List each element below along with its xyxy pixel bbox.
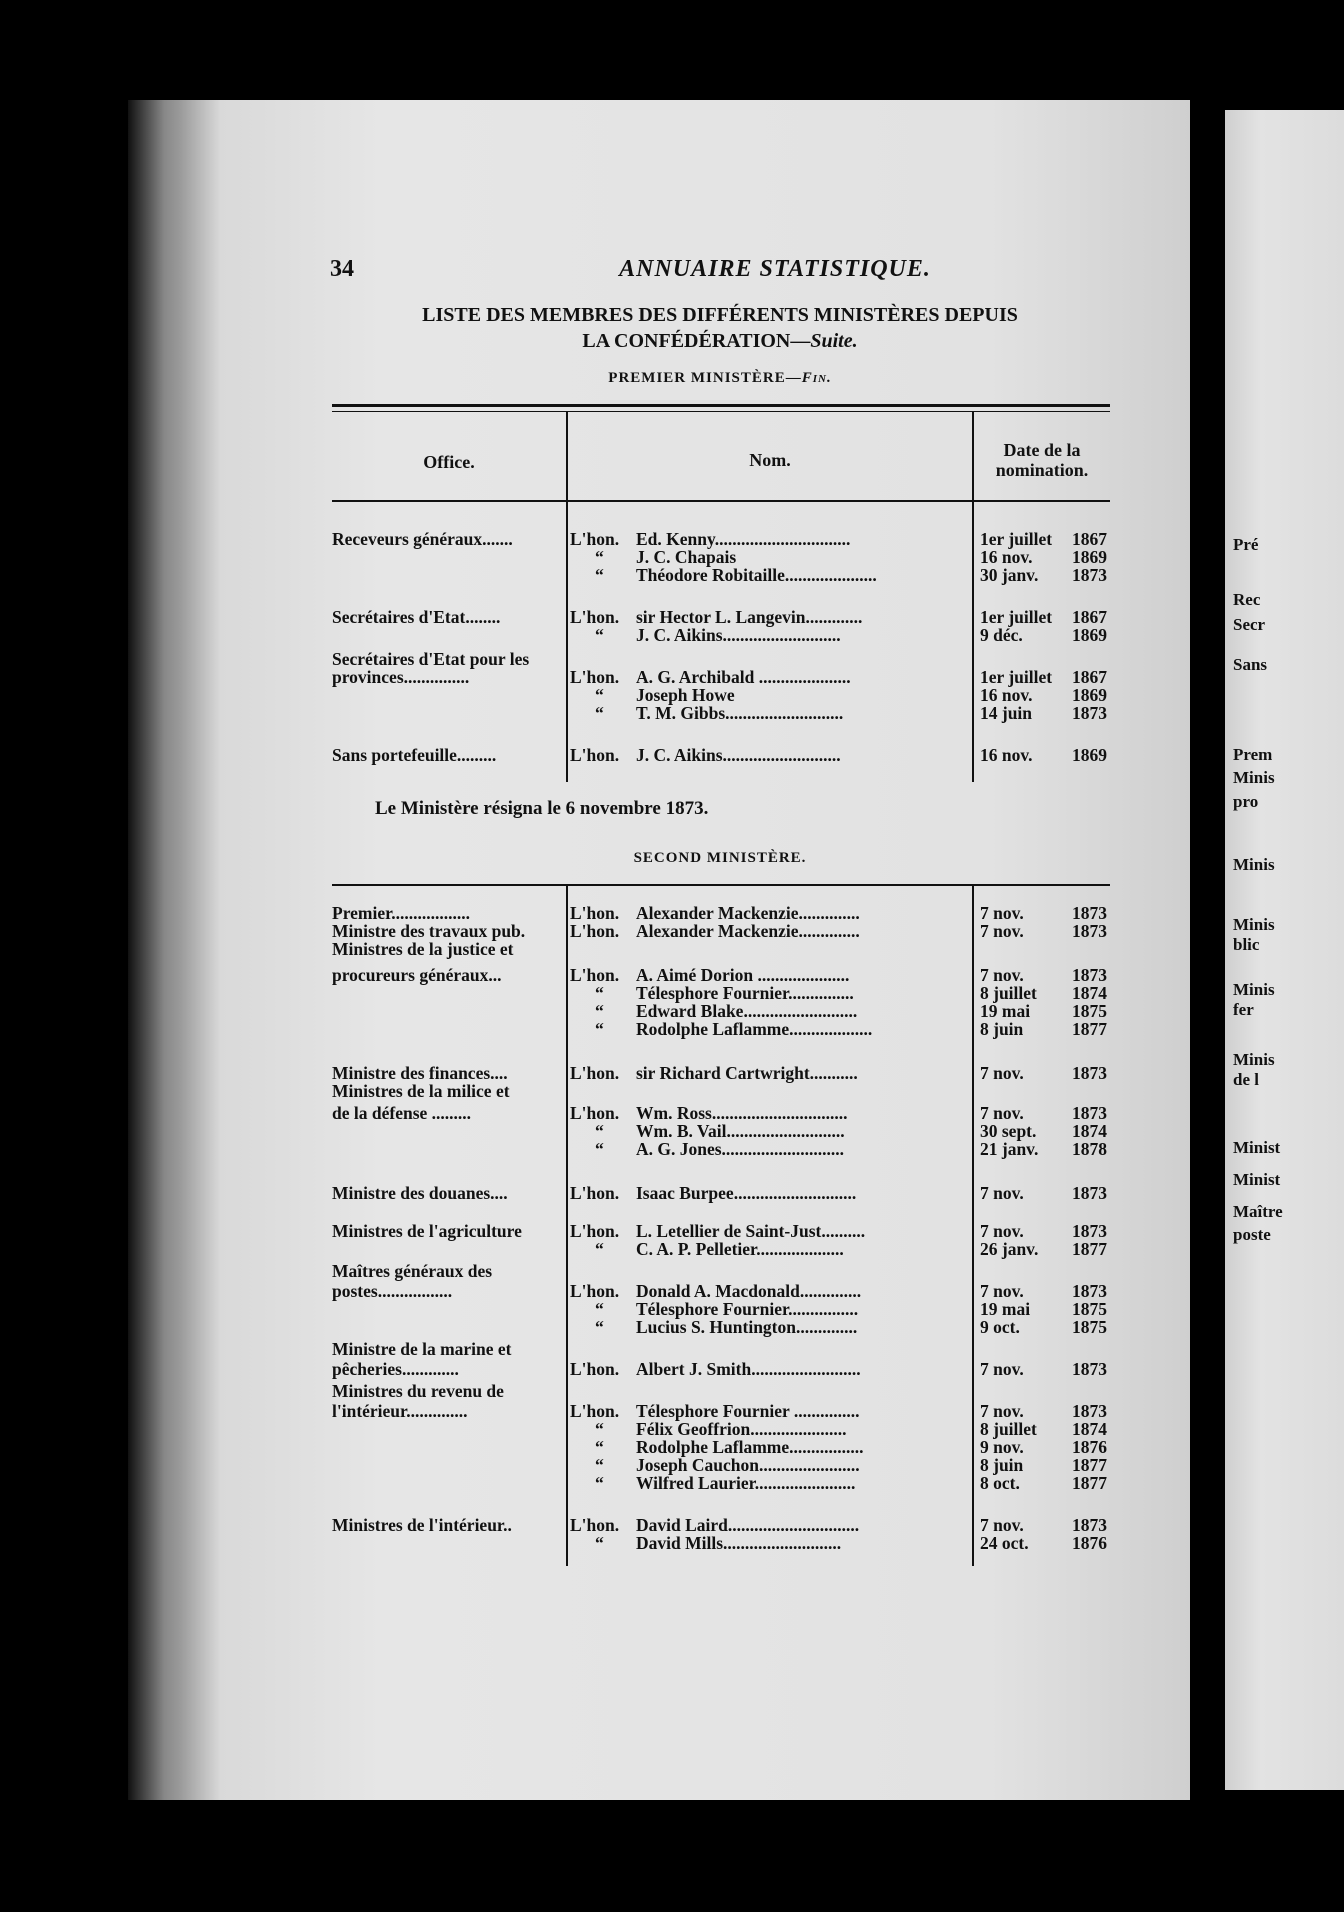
cell-year: 1867 <box>1072 529 1107 549</box>
cell-date: 19 mai <box>980 1299 1031 1319</box>
cell-hon: L'hon. <box>570 1063 620 1083</box>
table-row <box>330 1240 1110 1259</box>
cell-name: Télesphore Fournier................ <box>636 1299 859 1319</box>
cell-hon: L'hon. <box>570 745 620 765</box>
facing-page-fragment: Rec <box>1233 590 1261 609</box>
cell-date: 30 janv. <box>980 565 1039 585</box>
cell-name: A. Aimé Dorion ..................... <box>636 965 850 985</box>
cell-year: 1873 <box>1072 1221 1107 1241</box>
table-row <box>330 1082 1110 1101</box>
cell-name: Alexander Mackenzie.............. <box>636 921 860 941</box>
cell-year: 1873 <box>1072 1063 1107 1083</box>
cell-hon: “ <box>595 685 604 705</box>
page-number: 34 <box>330 256 354 282</box>
cell-hon: “ <box>595 1139 604 1159</box>
cell-date: 26 janv. <box>980 1239 1039 1259</box>
facing-page-fragment: pro <box>1233 792 1259 811</box>
facing-page <box>1225 110 1344 1790</box>
cell-year: 1874 <box>1072 1121 1107 1141</box>
cell-year: 1869 <box>1072 685 1107 705</box>
facing-page-fragment: Minis <box>1233 915 1275 934</box>
cell-office: Ministres de l'agriculture <box>332 1221 522 1241</box>
cell-hon: L'hon. <box>570 667 620 687</box>
table-row <box>330 1340 1110 1359</box>
facing-page-fragment: Minist <box>1233 1170 1281 1189</box>
table-row <box>330 746 1110 765</box>
cell-hon: L'hon. <box>570 1221 620 1241</box>
cell-hon: “ <box>595 1019 604 1039</box>
cell-year: 1873 <box>1072 703 1107 723</box>
col-header-office: Office. <box>423 452 475 472</box>
cell-name: T. M. Gibbs........................... <box>636 703 844 723</box>
cell-office: Sans portefeuille......... <box>332 745 497 765</box>
cell-date: 7 nov. <box>980 1183 1024 1203</box>
cell-office: provinces............... <box>332 667 470 687</box>
cell-year: 1875 <box>1072 1001 1107 1021</box>
cell-year: 1873 <box>1072 1401 1107 1421</box>
cell-hon: L'hon. <box>570 607 620 627</box>
cell-date: 8 juin <box>980 1455 1024 1475</box>
cell-office: de la défense ......... <box>332 1103 472 1123</box>
cell-hon: L'hon. <box>570 1183 620 1203</box>
facing-page-fragment: Maître <box>1233 1202 1283 1221</box>
resignation-note: Le Ministère résigna le 6 novembre 1873. <box>375 798 709 819</box>
cell-name: Télesphore Fournier............... <box>636 983 854 1003</box>
cell-name: David Mills........................... <box>636 1533 842 1553</box>
cell-office: postes................. <box>332 1281 453 1301</box>
cell-name: Edward Blake.......................... <box>636 1001 858 1021</box>
cell-date: 7 nov. <box>980 1281 1024 1301</box>
cell-date: 8 juillet <box>980 983 1037 1003</box>
title-line-2: LA CONFÉDÉRATION—Suite. <box>582 330 858 352</box>
cell-year: 1873 <box>1072 1359 1107 1379</box>
cell-date: 1er juillet <box>980 529 1053 549</box>
cell-name: Donald A. Macdonald.............. <box>636 1281 862 1301</box>
cell-year: 1873 <box>1072 1515 1107 1535</box>
cell-name: Joseph Cauchon....................... <box>636 1455 860 1475</box>
cell-date: 16 nov. <box>980 547 1033 567</box>
cell-name: Ed. Kenny............................... <box>636 529 851 549</box>
cell-year: 1867 <box>1072 607 1107 627</box>
cell-hon: “ <box>595 983 604 1003</box>
cell-date: 8 juillet <box>980 1419 1037 1439</box>
cell-hon: “ <box>595 565 604 585</box>
cell-hon: “ <box>595 1317 604 1337</box>
col-header-nom: Nom. <box>749 450 791 470</box>
facing-page-fragment: Secr <box>1233 615 1266 634</box>
cell-year: 1869 <box>1072 625 1107 645</box>
cell-office: l'intérieur.............. <box>332 1401 468 1421</box>
cell-office: pêcheries............. <box>332 1359 459 1379</box>
running-title: ANNUAIRE STATISTIQUE. <box>619 256 931 282</box>
table-row <box>330 1534 1110 1553</box>
section-heading-premier: PREMIER MINISTÈRE—Fin. <box>608 370 832 386</box>
cell-hon: “ <box>595 1299 604 1319</box>
facing-page-fragment: Prem <box>1233 745 1273 764</box>
cell-hon: “ <box>595 547 604 567</box>
cell-name: David Laird.............................. <box>636 1515 860 1535</box>
table-row <box>330 704 1110 723</box>
cell-date: 7 nov. <box>980 1401 1024 1421</box>
title-line-1: LISTE DES MEMBRES DES DIFFÉRENTS MINISTÈRES DEPUIS <box>422 304 1018 326</box>
cell-office: Ministres de l'intérieur.. <box>332 1515 512 1535</box>
cell-date: 8 oct. <box>980 1473 1020 1493</box>
running-head <box>330 256 1220 282</box>
cell-hon: L'hon. <box>570 1515 620 1535</box>
facing-page-fragment: Minis <box>1233 855 1275 874</box>
cell-name: J. C. Aikins........................... <box>636 745 841 765</box>
cell-hon: L'hon. <box>570 1359 620 1379</box>
cell-hon: L'hon. <box>570 1281 620 1301</box>
facing-page-fragment: poste <box>1233 1225 1271 1244</box>
document-title <box>330 302 1110 354</box>
cell-date: 19 mai <box>980 1001 1031 1021</box>
cell-name: Théodore Robitaille..................... <box>636 565 877 585</box>
cell-office: Secrétaires d'Etat pour les <box>332 649 530 669</box>
cell-year: 1877 <box>1072 1019 1107 1039</box>
cell-office: procureurs généraux... <box>332 965 502 985</box>
cell-name: L. Letellier de Saint-Just.......... <box>636 1221 866 1241</box>
cell-year: 1873 <box>1072 965 1107 985</box>
cell-date: 7 nov. <box>980 1515 1024 1535</box>
cell-office: Ministres du revenu de <box>332 1381 504 1401</box>
table-row <box>330 940 1110 959</box>
cell-date: 14 juin <box>980 703 1033 723</box>
cell-office: Receveurs généraux....... <box>332 529 513 549</box>
cell-name: Rodolphe Laflamme................. <box>636 1437 864 1457</box>
cell-name: Joseph Howe <box>636 685 735 705</box>
cell-year: 1873 <box>1072 1183 1107 1203</box>
cell-date: 7 nov. <box>980 903 1024 923</box>
table-row <box>330 1382 1110 1401</box>
facing-page-fragment: blic <box>1233 935 1260 954</box>
facing-page-fragment: Sans <box>1233 655 1268 674</box>
cell-hon: “ <box>595 1419 604 1439</box>
cell-date: 7 nov. <box>980 1063 1024 1083</box>
facing-page-fragment: de l <box>1233 1070 1259 1089</box>
cell-name: Isaac Burpee............................ <box>636 1183 857 1203</box>
cell-name: C. A. P. Pelletier.................... <box>636 1239 844 1259</box>
cell-hon: L'hon. <box>570 1401 620 1421</box>
cell-name: sir Richard Cartwright........... <box>636 1063 858 1083</box>
cell-hon: “ <box>595 1239 604 1259</box>
cell-name: Lucius S. Huntington.............. <box>636 1317 858 1337</box>
facing-page-fragment: Minist <box>1233 1138 1281 1157</box>
cell-office: Ministre des finances.... <box>332 1063 508 1083</box>
cell-date: 16 nov. <box>980 745 1033 765</box>
cell-date: 9 déc. <box>980 625 1023 645</box>
cell-date: 21 janv. <box>980 1139 1039 1159</box>
cell-year: 1874 <box>1072 983 1107 1003</box>
cell-hon: “ <box>595 703 604 723</box>
table-top-rule <box>332 404 1110 407</box>
cell-date: 7 nov. <box>980 1359 1024 1379</box>
cell-name: J. C. Chapais <box>636 547 737 567</box>
cell-name: Albert J. Smith......................... <box>636 1359 861 1379</box>
cell-year: 1873 <box>1072 565 1107 585</box>
facing-page-fragment: Minis <box>1233 980 1275 999</box>
cell-year: 1873 <box>1072 921 1107 941</box>
cell-hon: L'hon. <box>570 1103 620 1123</box>
cell-year: 1869 <box>1072 745 1107 765</box>
cell-name: J. C. Aikins........................... <box>636 625 841 645</box>
cell-hon: L'hon. <box>570 965 620 985</box>
cell-name: Rodolphe Laflamme................... <box>636 1019 873 1039</box>
col-header-date: Date de la nomination. <box>995 440 1089 480</box>
cell-name: Télesphore Fournier ............... <box>636 1401 860 1421</box>
cell-office: Ministre des travaux pub. <box>332 921 526 941</box>
cell-hon: “ <box>595 1455 604 1475</box>
table-row <box>330 1262 1110 1281</box>
cell-date: 9 nov. <box>980 1437 1024 1457</box>
cell-hon: “ <box>595 1001 604 1021</box>
cell-hon: L'hon. <box>570 903 620 923</box>
table-row <box>330 1020 1110 1039</box>
cell-hon: L'hon. <box>570 529 620 549</box>
cell-office: Premier.................. <box>332 903 471 923</box>
table-row <box>330 1140 1110 1159</box>
cell-office: Secrétaires d'Etat........ <box>332 607 501 627</box>
cell-year: 1874 <box>1072 1419 1107 1439</box>
cell-hon: “ <box>595 1121 604 1141</box>
cell-year: 1875 <box>1072 1317 1107 1337</box>
cell-year: 1869 <box>1072 547 1107 567</box>
cell-date: 7 nov. <box>980 1221 1024 1241</box>
section-heading-second: SECOND MINISTÈRE. <box>633 850 807 866</box>
cell-hon: “ <box>595 1473 604 1493</box>
cell-date: 1er juillet <box>980 607 1053 627</box>
cell-date: 7 nov. <box>980 1103 1024 1123</box>
cell-year: 1873 <box>1072 1103 1107 1123</box>
facing-page-fragment: fer <box>1233 1000 1254 1019</box>
facing-page-fragment: Minis <box>1233 768 1275 787</box>
cell-year: 1877 <box>1072 1473 1107 1493</box>
cell-hon: L'hon. <box>570 921 620 941</box>
cell-hon: “ <box>595 1437 604 1457</box>
cell-name: Wm. B. Vail........................... <box>636 1121 845 1141</box>
cell-name: Alexander Mackenzie.............. <box>636 903 860 923</box>
cell-date: 9 oct. <box>980 1317 1020 1337</box>
table-row <box>330 1360 1110 1379</box>
cell-office: Ministres de la justice et <box>332 939 514 959</box>
table-row <box>330 1184 1110 1203</box>
table-top-rule-thin <box>332 411 1110 412</box>
cell-date: 1er juillet <box>980 667 1053 687</box>
book-spine <box>128 100 180 1800</box>
cell-year: 1867 <box>1072 667 1107 687</box>
header-bottom-rule <box>332 500 1110 502</box>
cell-date: 7 nov. <box>980 921 1024 941</box>
cell-office: Maîtres généraux des <box>332 1261 493 1281</box>
cell-hon: “ <box>595 1533 604 1553</box>
cell-date: 16 nov. <box>980 685 1033 705</box>
cell-year: 1876 <box>1072 1437 1107 1457</box>
cell-office: Ministre des douanes.... <box>332 1183 508 1203</box>
table-row <box>330 1474 1110 1493</box>
cell-year: 1877 <box>1072 1455 1107 1475</box>
facing-page-fragment: Pré <box>1233 535 1259 554</box>
cell-name: Wilfred Laurier....................... <box>636 1473 856 1493</box>
cell-name: Wm. Ross............................... <box>636 1103 848 1123</box>
cell-name: A. G. Archibald ..................... <box>636 667 851 687</box>
table2-top-rule <box>332 884 1110 886</box>
cell-office: Ministre de la marine et <box>332 1339 512 1359</box>
cell-year: 1877 <box>1072 1239 1107 1259</box>
cell-date: 8 juin <box>980 1019 1024 1039</box>
table-row <box>330 626 1110 645</box>
cell-year: 1873 <box>1072 903 1107 923</box>
table-row <box>330 1318 1110 1337</box>
cell-year: 1873 <box>1072 1281 1107 1301</box>
cell-date: 30 sept. <box>980 1121 1037 1141</box>
cell-year: 1878 <box>1072 1139 1107 1159</box>
cell-office: Ministres de la milice et <box>332 1081 510 1101</box>
cell-date: 24 oct. <box>980 1533 1029 1553</box>
cell-date: 7 nov. <box>980 965 1024 985</box>
cell-year: 1876 <box>1072 1533 1107 1553</box>
cell-name: sir Hector L. Langevin............. <box>636 607 863 627</box>
cell-name: A. G. Jones............................ <box>636 1139 845 1159</box>
table-row <box>330 566 1110 585</box>
cell-year: 1875 <box>1072 1299 1107 1319</box>
cell-hon: “ <box>595 625 604 645</box>
facing-page-fragment: Minis <box>1233 1050 1275 1069</box>
cell-name: Félix Geoffrion...................... <box>636 1419 847 1439</box>
